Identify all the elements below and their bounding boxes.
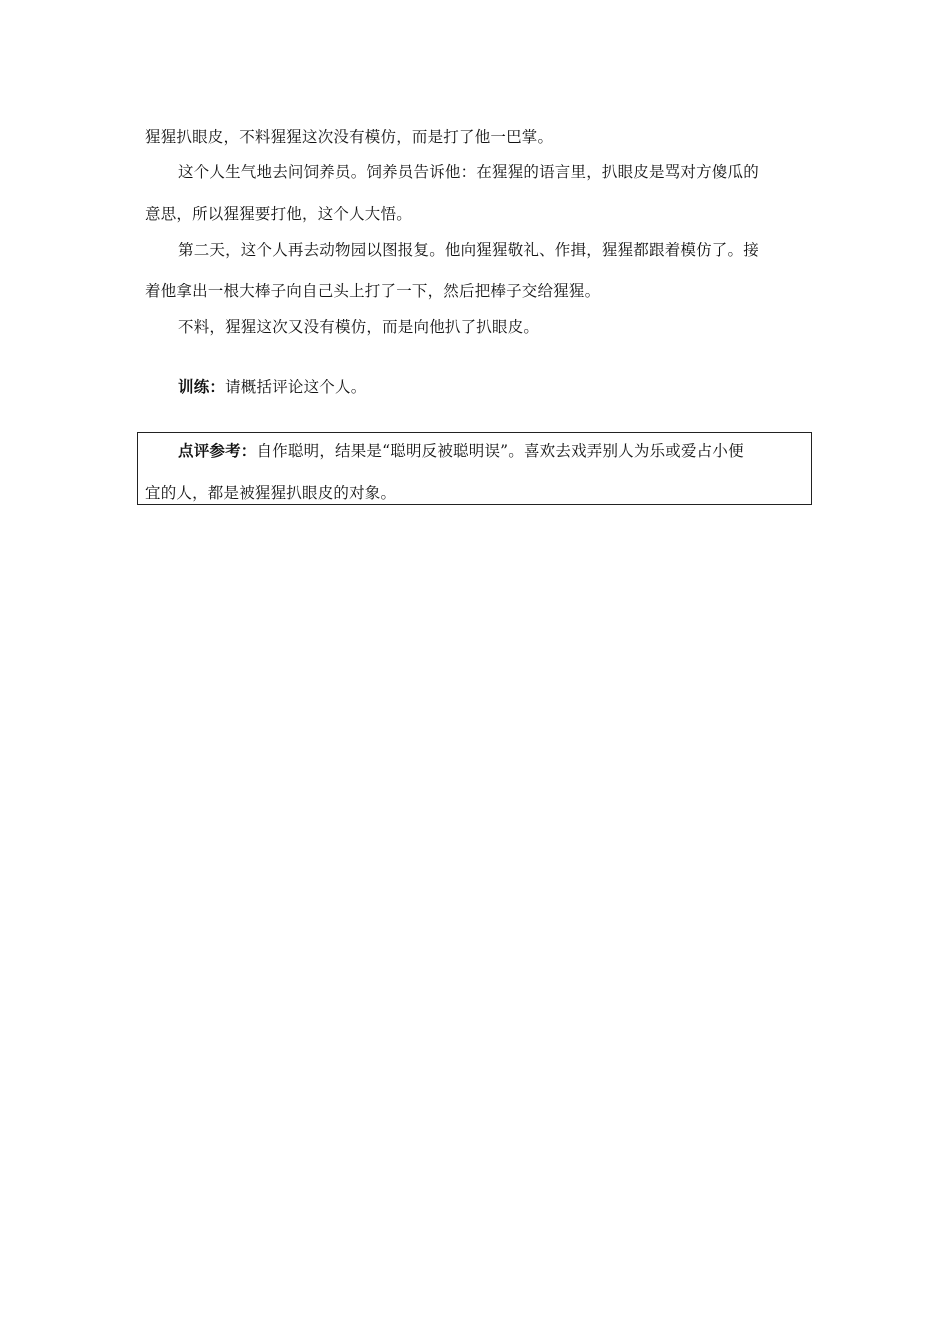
reference-line-2: 宜的人，都是被猩猩扒眼皮的对象。 bbox=[145, 484, 397, 502]
story-line-5: 着他拿出一根大棒子向自己头上打了一下，然后把棒子交给猩猩。 bbox=[145, 282, 601, 300]
exercise-text: 请概括评论这个人。 bbox=[225, 378, 367, 396]
story-line-3: 意思，所以猩猩要打他，这个人大悟。 bbox=[145, 205, 412, 223]
story-line-1: 猩猩扒眼皮，不料猩猩这次没有模仿，而是打了他一巴掌。 bbox=[145, 128, 554, 146]
reference-line-1 bbox=[178, 441, 744, 461]
reference-label: 点评参考： bbox=[178, 441, 257, 460]
story-line-6: 不料，猩猩这次又没有模仿，而是向他扒了扒眼皮。 bbox=[178, 318, 540, 336]
story-line-2: 这个人生气地去问饲养员。饲养员告诉他：在猩猩的语言里，扒眼皮是骂对方傻瓜的 bbox=[178, 163, 759, 181]
reference-text-1: 自作聪明，结果是“聪明反被聪明误”。喜欢去戏弄别人为乐或爱占小便 bbox=[256, 442, 744, 460]
story-line-4: 第二天，这个人再去动物园以图报复。他向猩猩敬礼、作揖，猩猩都跟着模仿了。接 bbox=[178, 241, 759, 259]
exercise-label: 训练： bbox=[178, 377, 226, 396]
exercise-prompt bbox=[178, 377, 366, 397]
